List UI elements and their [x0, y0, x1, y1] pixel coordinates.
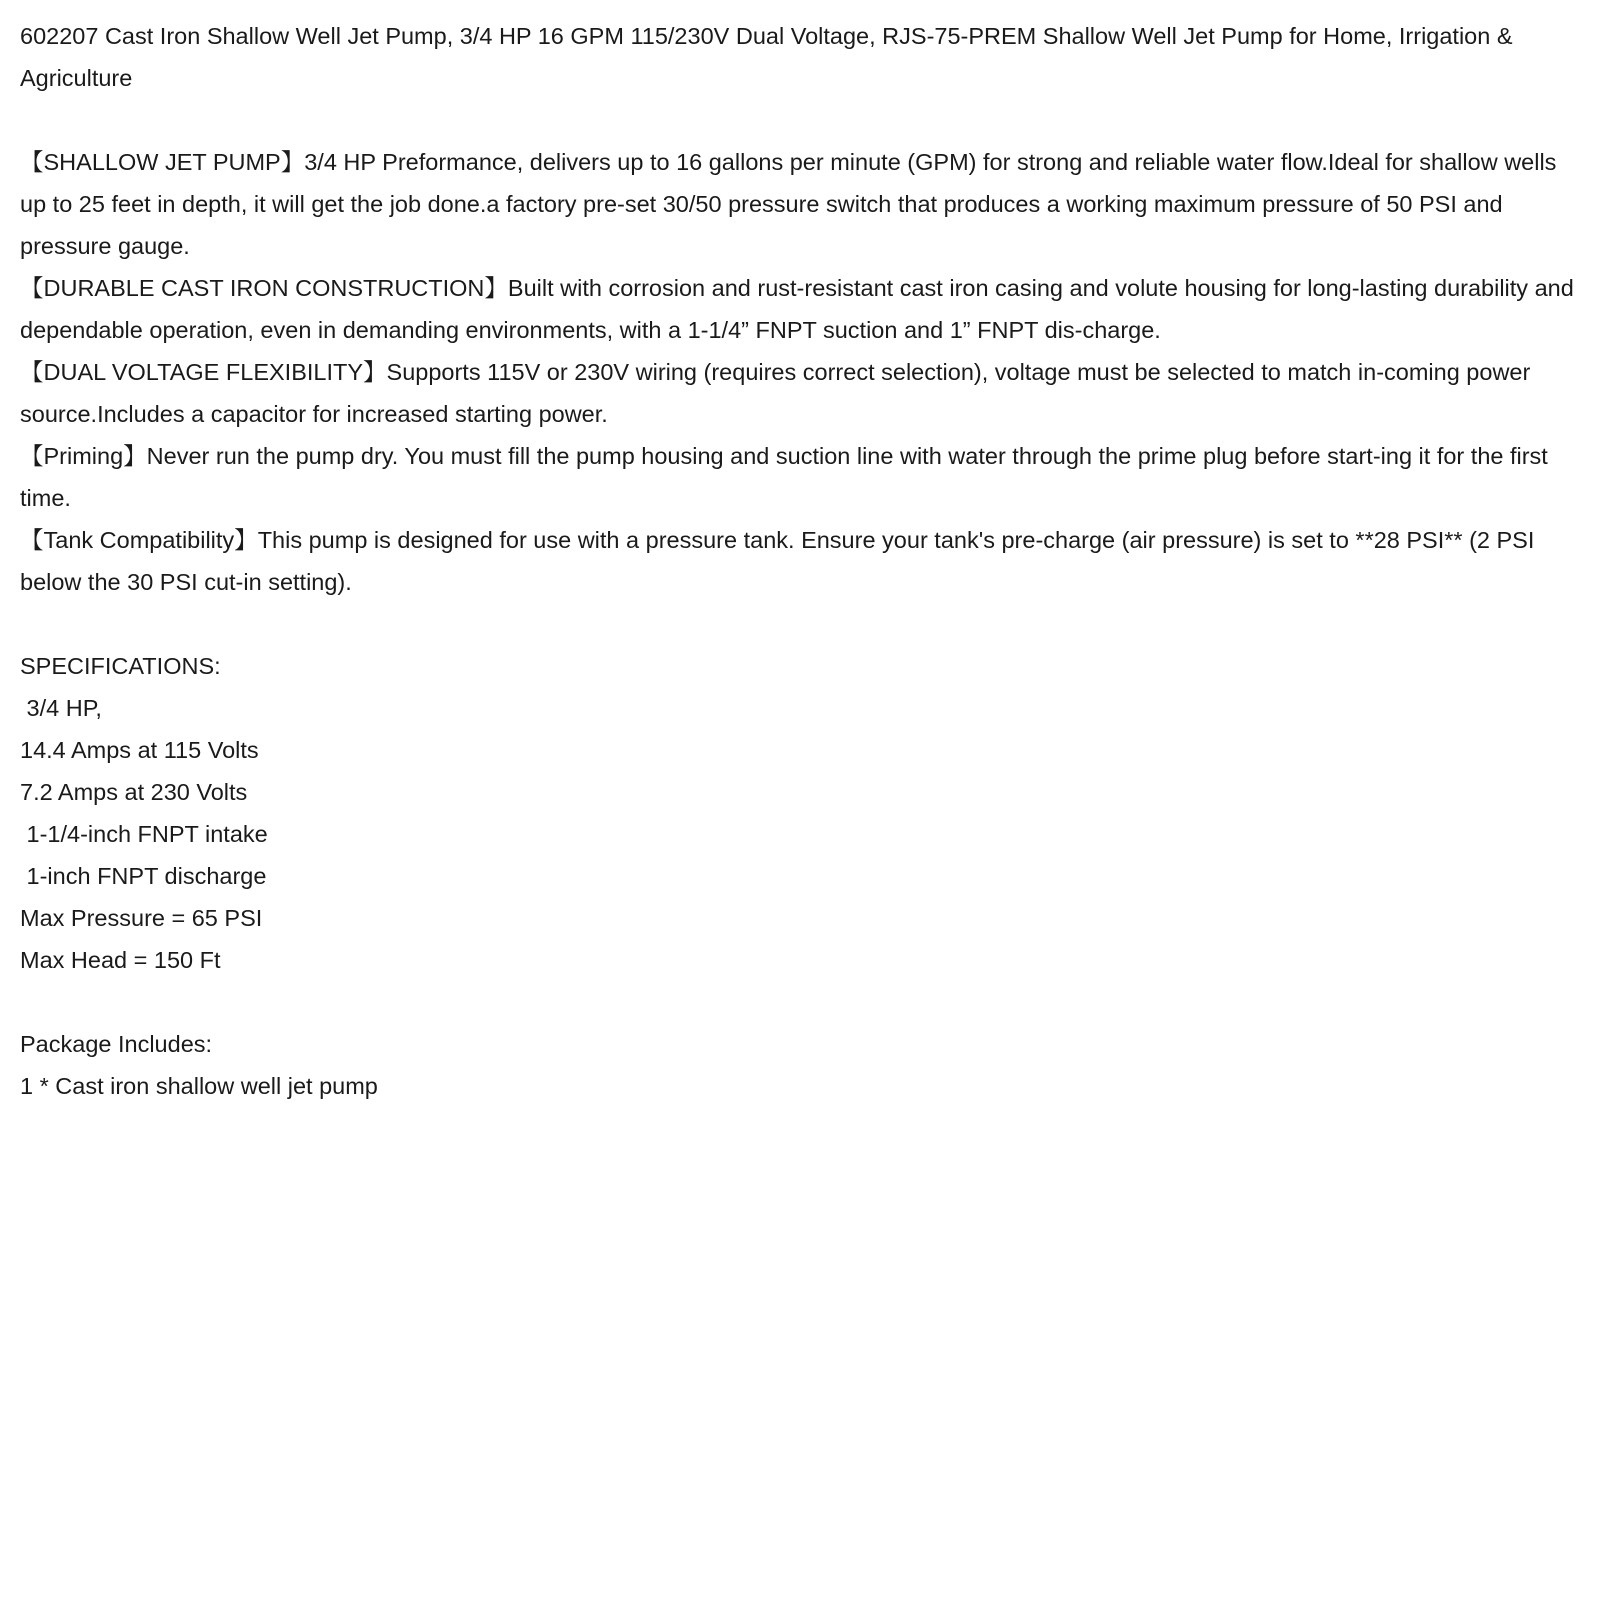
feature-heading: 【SHALLOW JET PUMP】: [20, 149, 305, 175]
feature-priming: [20, 435, 1585, 519]
feature-text: 3/4 HP Preformance, delivers up to 16 gallons per minute (GPM) for strong and reliable water flow.Ideal for shallow wells up to 25 feet in depth, it will get the job done.a factory pre-set 30/50 pressure switch that produces a working maximum pressure of 50 PSI and pressure gauge.: [20, 149, 1557, 259]
feature-heading: 【DURABLE CAST IRON CONSTRUCTION】: [20, 275, 508, 301]
package-heading: Package Includes:: [20, 1031, 213, 1057]
specifications-heading: SPECIFICATIONS:: [20, 653, 221, 679]
feature-dual-voltage: [20, 351, 1585, 435]
feature-text: This pump is designed for use with a pressure tank. Ensure your tank's pre-charge (air pressure) is set to **28 PSI** (2 PSI below the 30 PSI cut-in setting).: [20, 527, 1535, 595]
spec-item: 3/4 HP,: [20, 695, 102, 721]
package-item: 1 * Cast iron shallow well jet pump: [20, 1073, 378, 1099]
spacer: [20, 981, 1585, 1023]
feature-text: Never run the pump dry. You must fill the pump housing and suction line with water through the prime plug before start-ing it for the first time.: [20, 443, 1548, 511]
spacer: [20, 99, 1585, 141]
spec-item: Max Pressure = 65 PSI: [20, 905, 263, 931]
feature-cast-iron-construction: [20, 267, 1585, 351]
feature-text: Built with corrosion and rust-resistant cast iron casing and volute housing for long-lasting durability and dependable operation, even in demanding environments, with a 1-1/4” FNPT suction and 1” FNPT dis-charge.: [20, 275, 1574, 343]
spec-item: 1-inch FNPT discharge: [20, 863, 267, 889]
feature-heading: 【DUAL VOLTAGE FLEXIBILITY】: [20, 359, 387, 385]
spec-item: 1-1/4-inch FNPT intake: [20, 821, 268, 847]
feature-text: Supports 115V or 230V wiring (requires correct selection), voltage must be selected to match in-coming power source.Includes a capacitor for increased starting power.: [20, 359, 1531, 427]
spec-item: 7.2 Amps at 230 Volts: [20, 779, 248, 805]
spec-item: 14.4 Amps at 115 Volts: [20, 737, 259, 763]
spec-item: Max Head = 150 Ft: [20, 947, 221, 973]
feature-tank-compatibility: [20, 519, 1585, 603]
product-description-document: [20, 15, 1585, 1107]
feature-shallow-jet-pump: [20, 141, 1585, 267]
feature-heading: 【Tank Compatibility】: [20, 527, 258, 553]
feature-heading: 【Priming】: [20, 443, 147, 469]
spacer: [20, 603, 1585, 645]
product-title: 602207 Cast Iron Shallow Well Jet Pump, 3/4 HP 16 GPM 115/230V Dual Voltage, RJS-75-PREM Shallow Well Jet Pump for Home, Irrigation & Agriculture: [20, 23, 1513, 91]
